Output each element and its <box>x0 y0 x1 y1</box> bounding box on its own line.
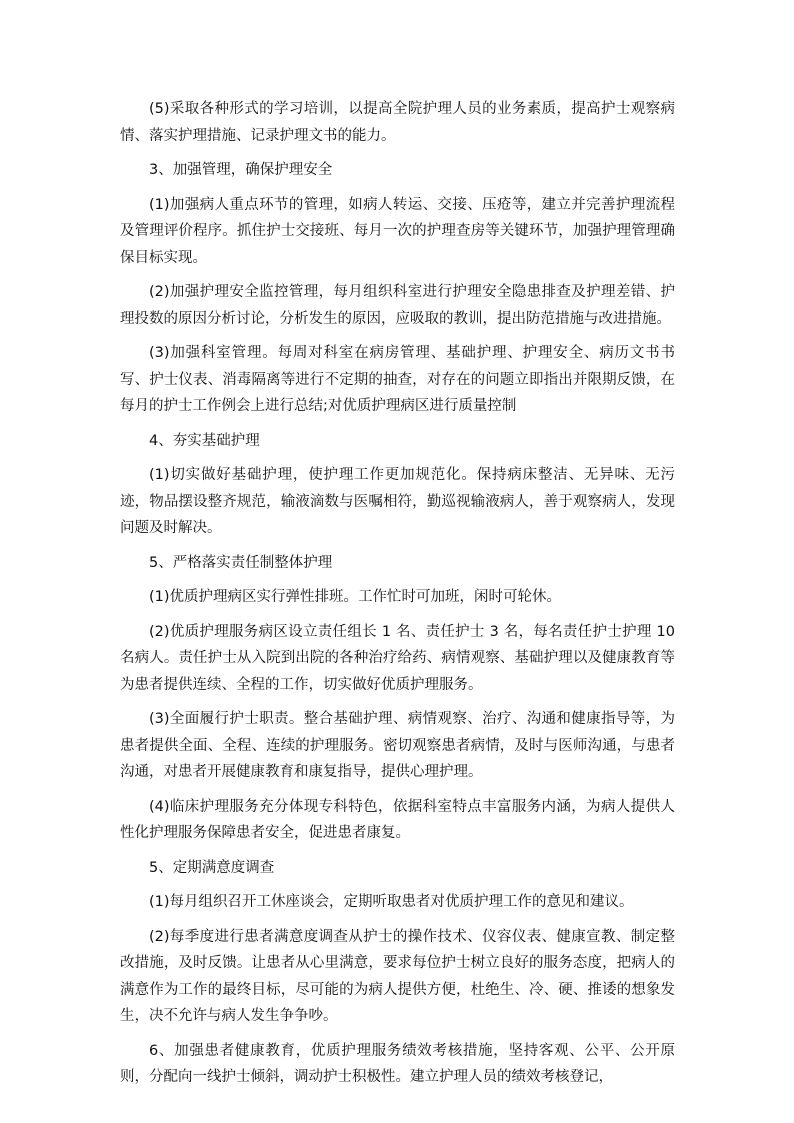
paragraph-5-2: (2)优质护理服务病区设立责任组长 1 名、责任护士 3 名，每名责任护士护理 10 名病人。责任护士从入院到出院的各种治疗给药、病情观察、基础护理以及健康教育等为患者提供连续、全程的工作，切实做好优质护理服务。 <box>120 623 675 693</box>
section-heading-4: 4、夯实基础护理 <box>149 432 260 449</box>
section-heading-3: 3、加强管理，确保护理安全 <box>149 162 333 178</box>
paragraph-5-1: (1)优质护理病区实行弹性排班。工作忙时可加班，闲时可轮休。 <box>149 589 562 605</box>
document-body <box>120 96 675 1099</box>
section-heading-5-satisfaction: 5、定期满意度调查 <box>149 859 275 876</box>
paragraph-6-health-education: 6、加强患者健康教育，优质护理服务绩效考核措施，坚持客观、公平、公开原则，分配向一线护士倾斜，调动护士积极性。建立护理人员的绩效考核登记， <box>120 1042 675 1085</box>
paragraph-3-1: (1)加强病人重点环节的管理，如病人转运、交接、压疮等，建立并完善护理流程及管理评价程序。抓住护士交接班、每月一次的护理查房等关键环节，加强护理管理确保目标实现。 <box>120 196 675 266</box>
section-heading-5-responsibility: 5、严格落实责任制整体护理 <box>149 554 333 571</box>
paragraph-5-4: (4)临床护理服务充分体现专科特色，依据科室特点丰富服务内涵，为病人提供人性化护理服务保障患者安全，促进患者康复。 <box>120 798 675 841</box>
paragraph-5-3: (3)全面履行护士职责。整合基础护理、病情观察、治疗、沟通和健康指导等，为患者提供全面、全程、连续的护理服务。密切观察患者病情，及时与医师沟通，与患者沟通，对患者开展健康教育和康复指导，提供心理护理。 <box>120 711 675 780</box>
paragraph-3-3: (3)加强科室管理。每周对科室在病房管理、基础护理、护理安全、病历文书书写、护士仪表、消毒隔离等进行不定期的抽查，对存在的问题立即指出并限期反馈，在每月的护士工作例会上进行总结;对优质护理病区进行质量控制 <box>120 345 675 414</box>
paragraph-3-2: (2)加强护理安全监控管理，每月组织科室进行护理安全隐患排查及护理差错、护理投数的原因分析讨论，分析发生的原因，应吸取的教训，提出防范措施与改进措施。 <box>120 284 675 327</box>
paragraph-satisfaction-2: (2)每季度进行患者满意度调查从护士的操作技术、仪容仪表、健康宣教、制定整改措施，及时反馈。让患者从心里满意，要求每位护士树立良好的服务态度，把病人的满意作为工作的最终目标，尽可能的为病人提供方便，杜绝生、冷、硬、推诿的想象发生，决不允许与病人发生争争吵。 <box>120 928 675 1024</box>
paragraph-satisfaction-1: (1)每月组织召开工休座谈会，定期听取患者对优质护理工作的意见和建议。 <box>149 894 634 910</box>
paragraph-5-training: (5)采取各种形式的学习培训，以提高全院护理人员的业务素质，提高护士观察病情、落实护理措施、记录护理文书的能力。 <box>120 101 675 144</box>
paragraph-4-1: (1)切实做好基础护理，使护理工作更加规范化。保持病床整洁、无异味、无污迹，物品摆设整齐规范，输液滴数与医嘱相符，勤巡视输液病人，善于观察病人，发现问题及时解决。 <box>120 467 675 536</box>
